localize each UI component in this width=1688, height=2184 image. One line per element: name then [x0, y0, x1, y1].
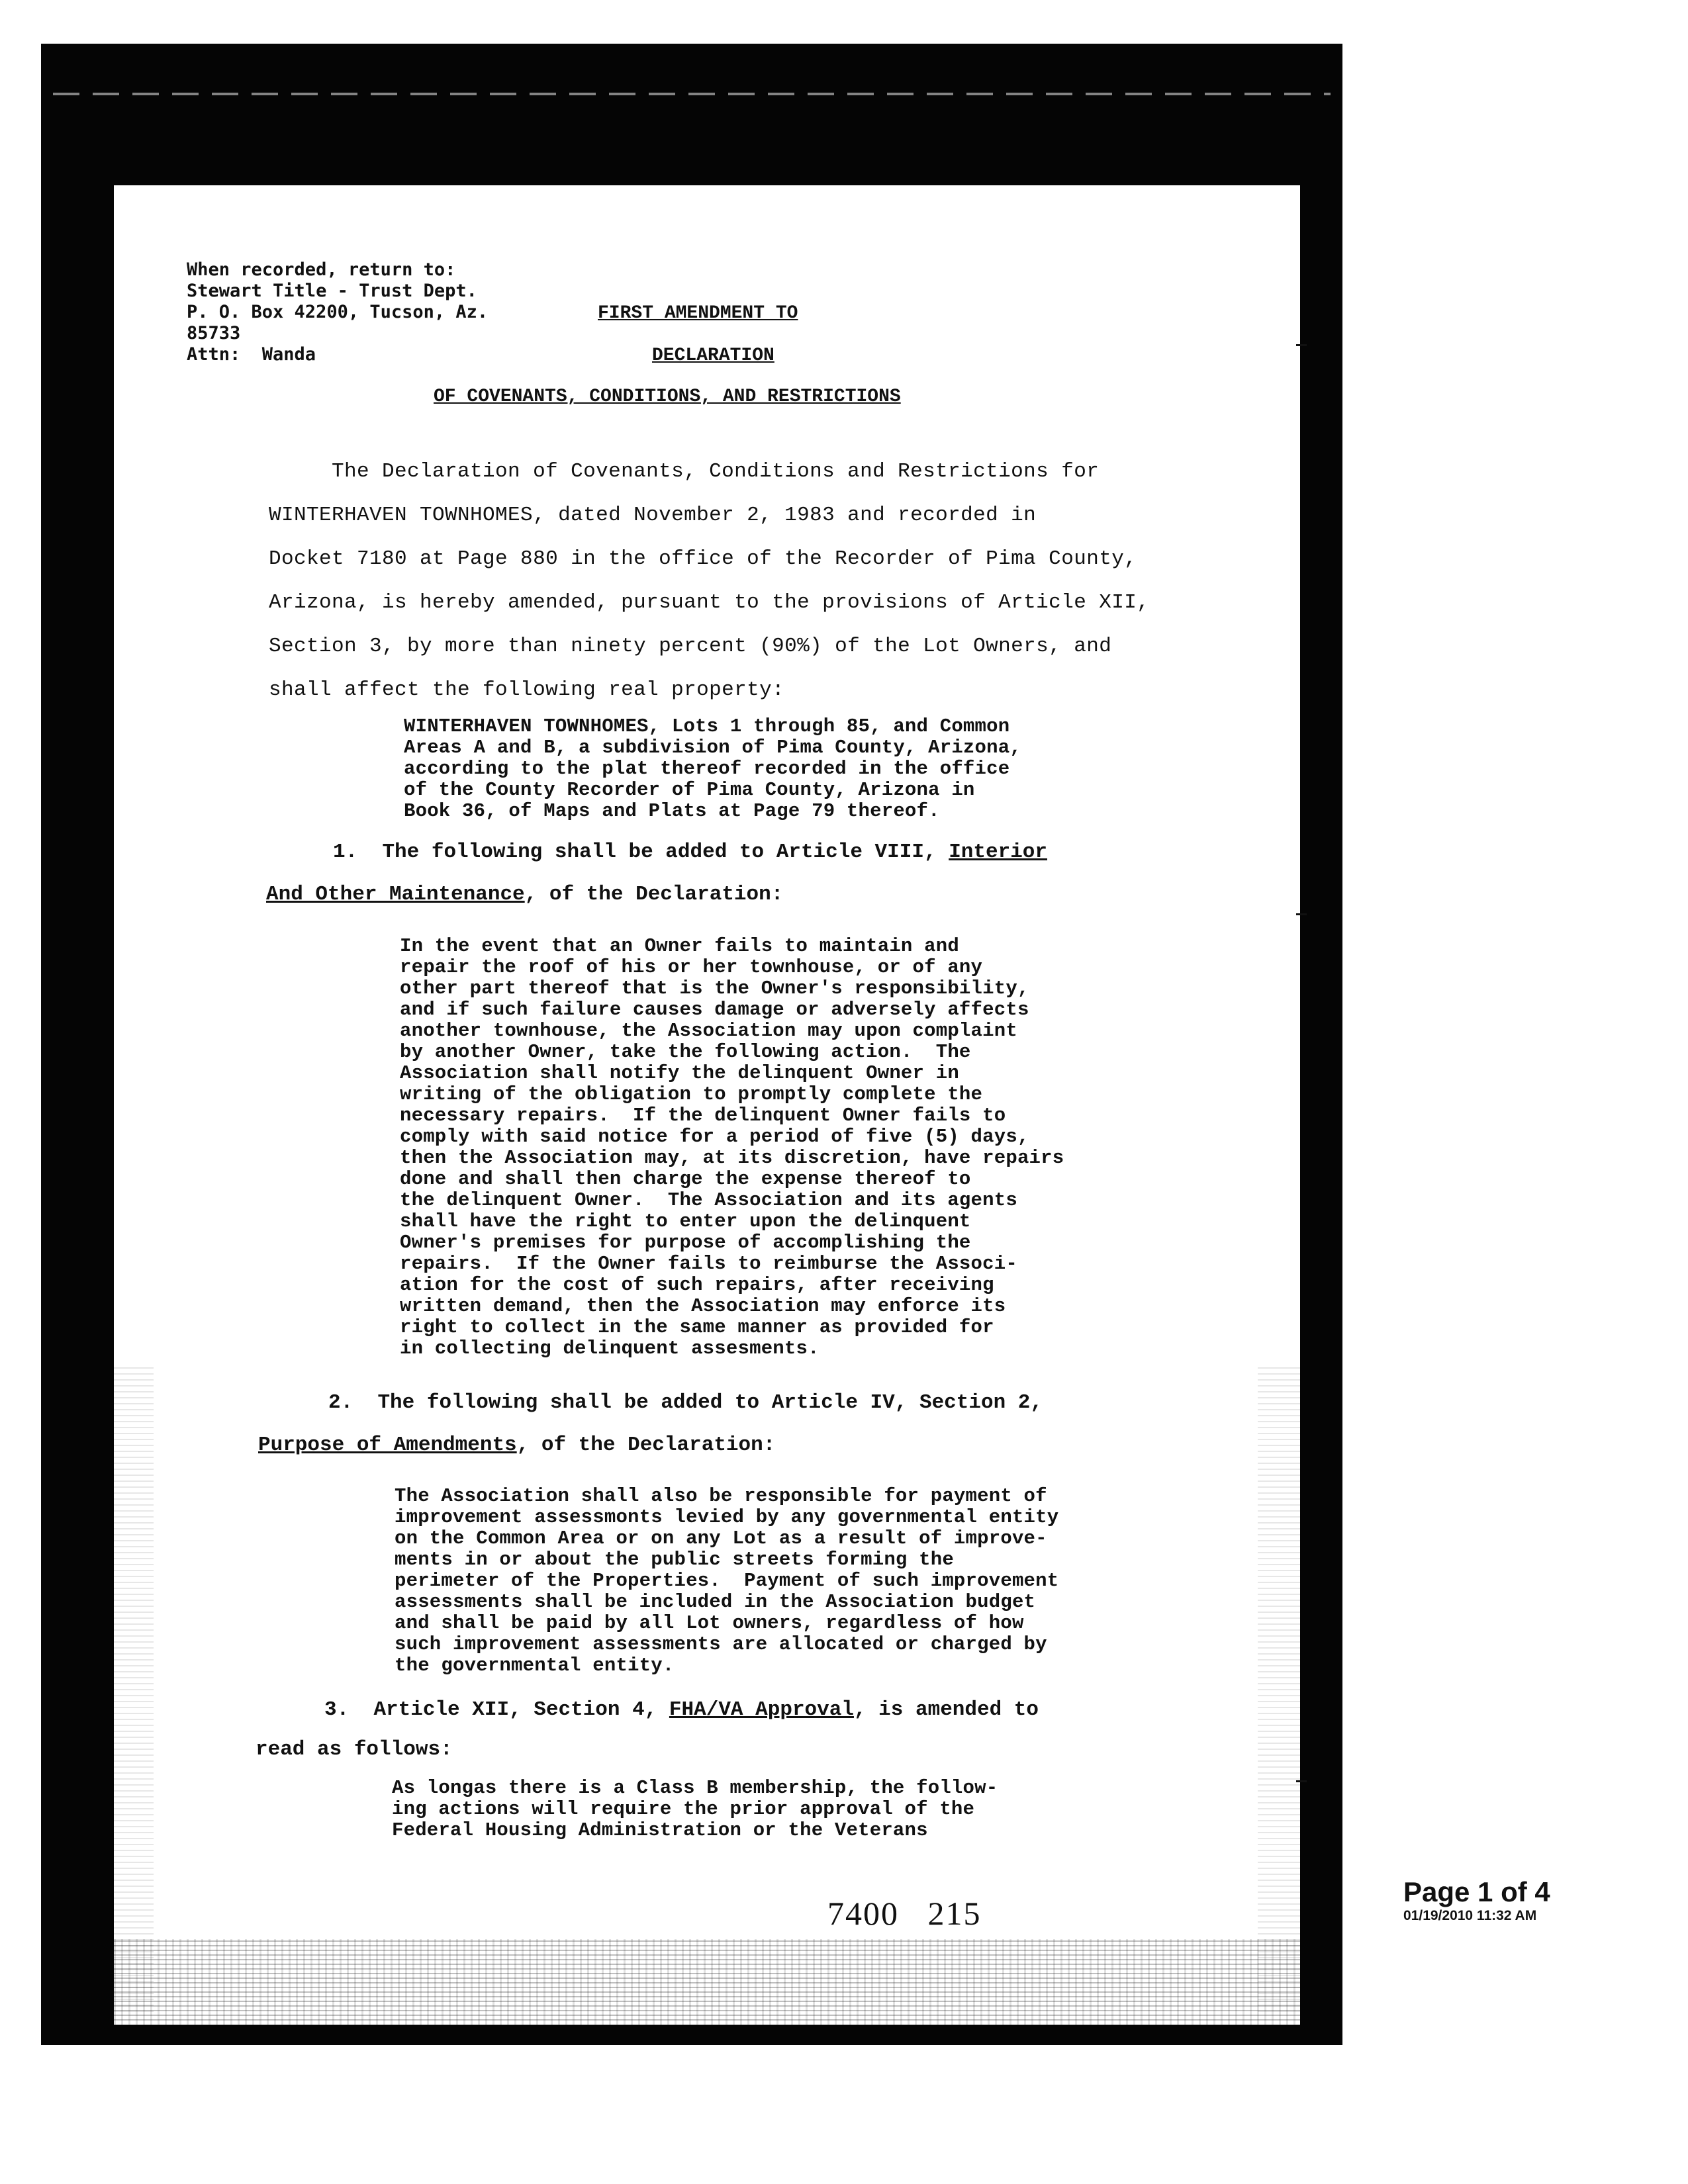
- item-2-heading-cont: [258, 1433, 775, 1457]
- item-heading: FHA/VA Approval: [669, 1698, 854, 1721]
- document-title-line3: OF COVENANTS, CONDITIONS, AND RESTRICTIONS: [434, 387, 901, 407]
- page-number: Page 1 of 4: [1403, 1876, 1550, 1907]
- return-line: 85733: [187, 323, 241, 343]
- item-1-text: In the event that an Owner fails to maintain and repair the roof of his or her townhouse, or of any other part thereof that is the Owner's responsibility, and if such failure causes damage or adversely affects another townhouse, the Association may upon complaint by another Owner, take the following action. The Association shall notify the delinquent Owner in writing of the obligation to promptly complete the necessary repairs. If the delinquent Owner fails to comply with said notice for a period of five (5) days, then the Association may, at its discretion, have repairs done and shall then charge the expense thereof to the delinquent Owner. The Association and its agents shall have the right to enter upon the delinquent Owner's premises for purpose of accomplishing the repairs. If the Owner fails to reimburse the Associ- ation for the cost of such repairs, after receiving written demand, then the Association may enforce its right to collect in the same manner as provided for in collecting delinquent assesments.: [400, 935, 1064, 1359]
- document-title-line2: DECLARATION: [652, 345, 774, 366]
- item-lead: The following shall be added to Article VIII,: [382, 841, 949, 864]
- margin-mark: [1296, 913, 1307, 915]
- recording-reference: 7400 215: [827, 1895, 982, 1932]
- margin-mark: [1296, 344, 1307, 346]
- item-1-heading-cont: [266, 883, 783, 906]
- return-line: Attn: Wanda: [187, 344, 316, 365]
- item-heading: And Other Maintenance: [266, 883, 525, 906]
- return-line: Stewart Title - Trust Dept.: [187, 281, 477, 301]
- item-3-text: As longas there is a Class B membership, the follow- ing actions will require the prior approval of the Federal Housing Administration or the Veterans: [392, 1777, 998, 1841]
- intro-line: WINTERHAVEN TOWNHOMES, dated November 2, 1983 and recorded in: [269, 504, 1037, 527]
- item-tail: , of the Declaration:: [516, 1433, 776, 1457]
- item-lead: Article XII, Section 4,: [373, 1698, 669, 1721]
- item-heading: Interior: [949, 841, 1048, 864]
- item-number: 1.: [333, 841, 358, 864]
- intro-line: Docket 7180 at Page 880 in the office of the Recorder of Pima County,: [269, 547, 1137, 570]
- scan-noise-left: [114, 1363, 154, 2012]
- intro-paragraph: [269, 450, 1149, 712]
- property-description: WINTERHAVEN TOWNHOMES, Lots 1 through 85, and Common Areas A and B, a subdivision of Pima County, Arizona, according to the plat thereof recorded in the office of the County Recorder of Pima County, Arizona in Book 36, of Maps and Plats at Page 79 thereof.: [404, 715, 1021, 822]
- item-1-heading: [333, 841, 1047, 864]
- item-number: 2.: [328, 1391, 353, 1414]
- intro-line: The Declaration of Covenants, Conditions and Restrictions for: [269, 460, 1100, 483]
- scan-noise-right: [1258, 1363, 1300, 2012]
- item-lead: The following shall be added to Article IV, Section 2,: [377, 1391, 1043, 1414]
- document-title-line1: FIRST AMENDMENT TO: [598, 303, 798, 324]
- item-tail: , is amended to: [853, 1698, 1039, 1721]
- return-line: P. O. Box 42200, Tucson, Az.: [187, 302, 489, 322]
- page-indicator: [1403, 1877, 1550, 1925]
- intro-line: Arizona, is hereby amended, pursuant to the provisions of Article XII,: [269, 591, 1150, 614]
- page-timestamp: 01/19/2010 11:32 AM: [1403, 1908, 1537, 1923]
- intro-line: shall affect the following real property:: [269, 678, 785, 702]
- intro-line: Section 3, by more than ninety percent (90%) of the Lot Owners, and: [269, 635, 1112, 658]
- scan-artifact: [53, 93, 1331, 95]
- return-address-block: [187, 259, 488, 365]
- item-number: 3.: [324, 1698, 350, 1721]
- item-heading: Purpose of Amendments: [258, 1433, 517, 1457]
- return-line: When recorded, return to:: [187, 259, 456, 280]
- margin-mark: [1296, 1780, 1307, 1782]
- scan-noise-bottom: [114, 1939, 1300, 2025]
- item-3-heading: [324, 1698, 1039, 1721]
- item-3-heading-cont: read as follows:: [256, 1738, 453, 1761]
- item-2-text: The Association shall also be responsible for payment of improvement assessmonts levied by any governmental entity on the Common Area or on any Lot as a result of improve- ments in or about the public streets forming the perimeter of the Properties. Payment of such improvement assessments shall be included in the Association budget and shall be paid by all Lot owners, regardless of how such improvement assessments are allocated or charged by the governmental entity.: [395, 1485, 1059, 1676]
- item-tail: , of the Declaration:: [524, 883, 784, 906]
- item-2-heading: [328, 1391, 1043, 1414]
